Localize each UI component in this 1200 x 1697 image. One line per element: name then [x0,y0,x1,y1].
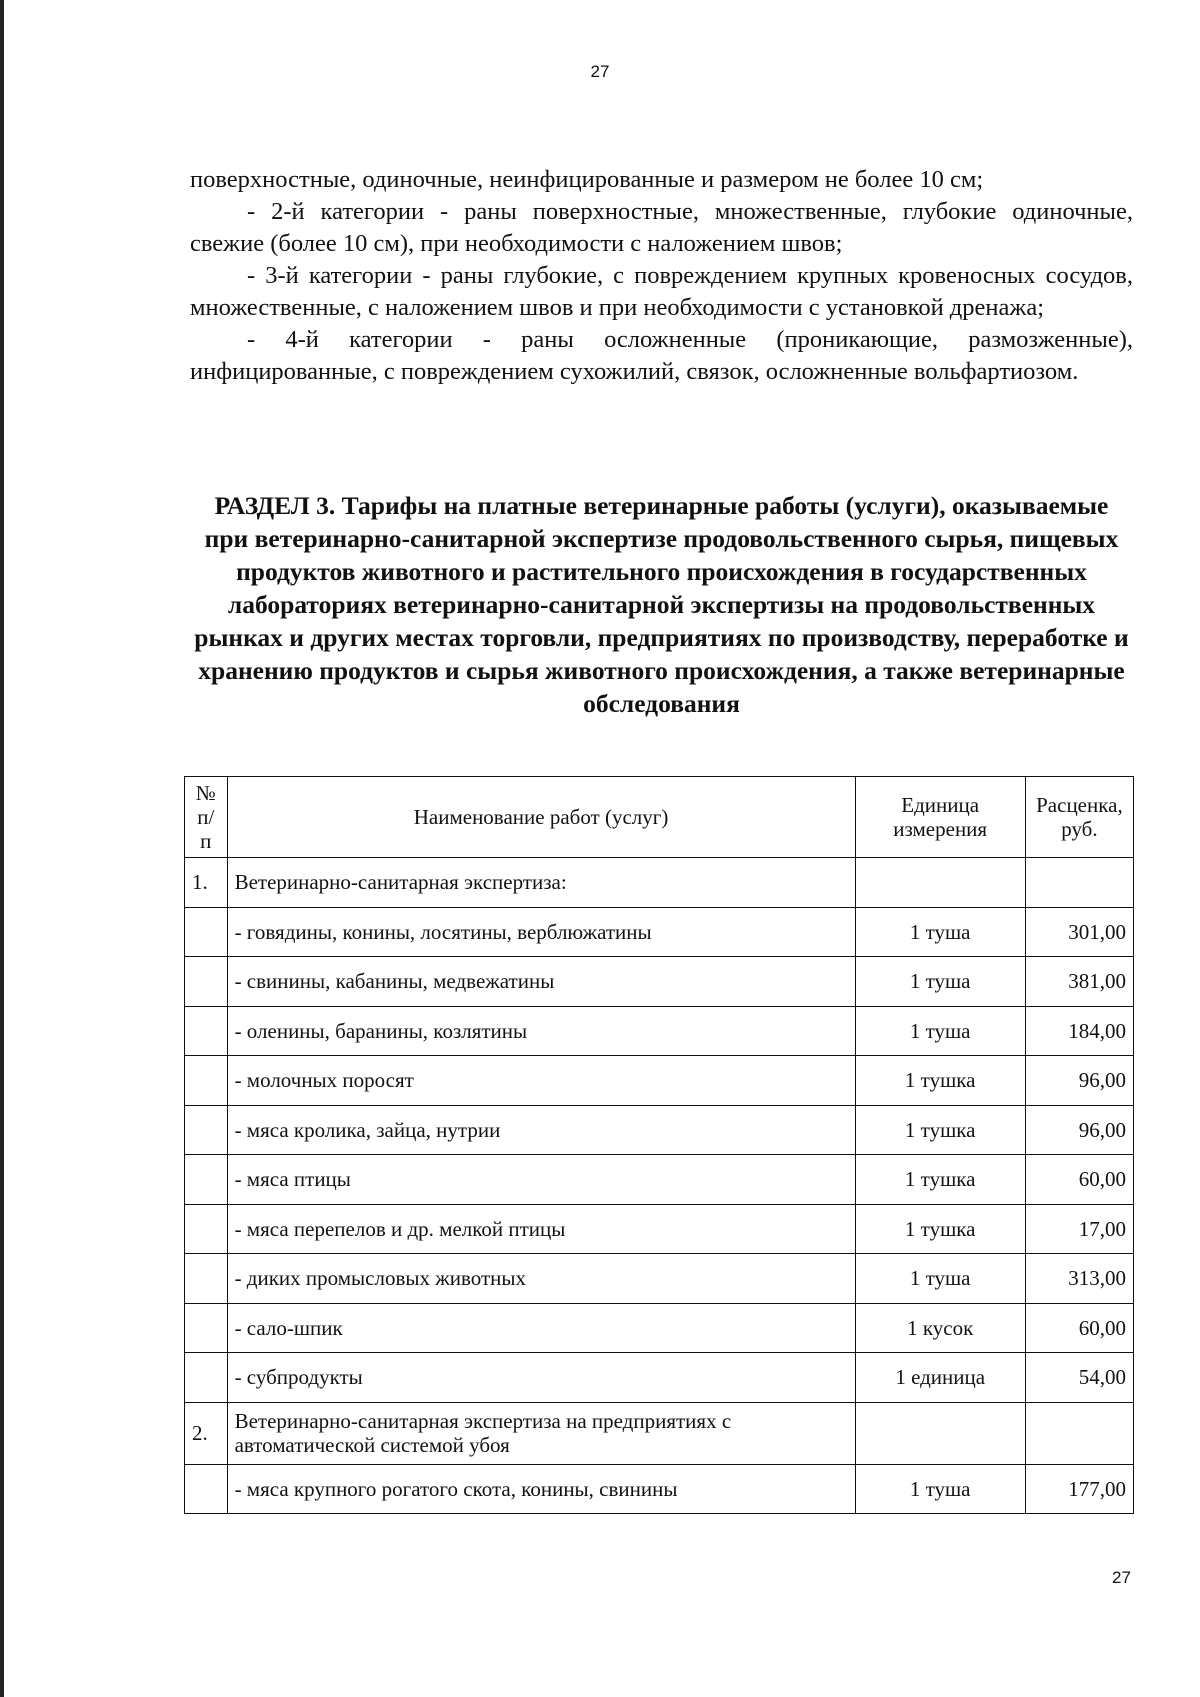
row-price [1025,858,1133,908]
page-number-top: 27 [590,62,610,81]
table-row [185,1303,1134,1353]
row-name: - мяса кролика, зайца, нутрии [227,1105,855,1155]
header-unit: Единица измерения [855,777,1025,858]
table-row [185,858,1134,908]
row-unit: 1 туша [855,1006,1025,1056]
row-price [1025,1402,1133,1464]
row-name: - сало-шпик [227,1303,855,1353]
row-unit: 1 тушка [855,1204,1025,1254]
body-text [190,164,1133,388]
row-name: - диких промысловых животных [227,1254,855,1304]
row-num [185,1464,228,1514]
table-row [185,1056,1134,1106]
row-unit [855,858,1025,908]
table-row [185,1105,1134,1155]
row-num: 2. [185,1402,228,1464]
table-row [185,1155,1134,1205]
row-price: 177,00 [1025,1464,1133,1514]
row-num [185,1254,228,1304]
row-name: - говядины, конины, лосятины, верблюжатины [227,907,855,957]
row-price: 381,00 [1025,957,1133,1007]
row-num [185,907,228,957]
row-price: 60,00 [1025,1303,1133,1353]
row-name: - мяса птицы [227,1155,855,1205]
row-unit: 1 туша [855,907,1025,957]
tariff-table [184,776,1134,1514]
row-unit: 1 единица [855,1353,1025,1403]
row-num [185,957,228,1007]
row-unit: 1 туша [855,957,1025,1007]
section-title: РАЗДЕЛ 3. Тарифы на платные ветеринарные работы (услуги), оказываемые при ветеринарно-санитарной экспертизе продовольственного сырья, пищевых продуктов животного и растительного происхождения в государственных лабораториях ветеринарно-санитарной экспертизы на продовольственных рынках и других местах торговли, предприятиях по производству, переработке и хранению продуктов и сырья животного происхождения, а также ветеринарные обследования [194,491,1129,718]
row-name: - оленины, баранины, козлятины [227,1006,855,1056]
row-unit: 1 кусок [855,1303,1025,1353]
row-num [185,1303,228,1353]
page-number-bottom: 27 [1112,1568,1131,1587]
header-name: Наименование работ (услуг) [227,777,855,858]
row-num [185,1105,228,1155]
table-header-row [185,777,1134,858]
row-num [185,1056,228,1106]
row-name: Ветеринарно-санитарная экспертиза на предприятиях с автоматической системой убоя [227,1402,855,1464]
row-name: Ветеринарно-санитарная экспертиза: [227,858,855,908]
row-price: 54,00 [1025,1353,1133,1403]
row-num [185,1204,228,1254]
table-row [185,907,1134,957]
row-price: 313,00 [1025,1254,1133,1304]
header-price: Расценка, руб. [1025,777,1133,858]
row-num [185,1006,228,1056]
table-row [185,1464,1134,1514]
scan-left-edge [0,0,4,1697]
paragraph-3: - 3-й категории - раны глубокие, с повреждением крупных кровеносных сосудов, множественные, с наложением швов и при необходимости с установкой дренажа; [190,262,1133,321]
row-num [185,1353,228,1403]
paragraph-1: поверхностные, одиночные, неинфицированные и размером не более 10 см; [190,166,984,193]
table-row [185,1006,1134,1056]
row-name: - молочных поросят [227,1056,855,1106]
table-row [185,957,1134,1007]
paragraph-4: - 4-й категории - раны осложненные (проникающие, размозженные), инфицированные, с повреждением сухожилий, связок, осложненные вольфартиозом. [190,326,1133,385]
row-name: - субпродукты [227,1353,855,1403]
row-unit: 1 тушка [855,1155,1025,1205]
row-price: 96,00 [1025,1105,1133,1155]
header-num: № п/п [185,777,228,858]
row-unit: 1 туша [855,1254,1025,1304]
table-row [185,1402,1134,1464]
row-unit: 1 тушка [855,1056,1025,1106]
table-row [185,1353,1134,1403]
row-price: 17,00 [1025,1204,1133,1254]
row-price: 60,00 [1025,1155,1133,1205]
row-num: 1. [185,858,228,908]
paragraph-2: - 2-й категории - раны поверхностные, множественные, глубокие одиночные, свежие (более 10 см), при необходимости с наложением швов; [190,198,1133,257]
table-row [185,1254,1134,1304]
row-name: - мяса перепелов и др. мелкой птицы [227,1204,855,1254]
row-name: - свинины, кабанины, медвежатины [227,957,855,1007]
row-num [185,1155,228,1205]
row-price: 184,00 [1025,1006,1133,1056]
row-name: - мяса крупного рогатого скота, конины, свинины [227,1464,855,1514]
row-price: 96,00 [1025,1056,1133,1106]
table-row [185,1204,1134,1254]
row-unit [855,1402,1025,1464]
row-price: 301,00 [1025,907,1133,957]
row-unit: 1 тушка [855,1105,1025,1155]
row-unit: 1 туша [855,1464,1025,1514]
